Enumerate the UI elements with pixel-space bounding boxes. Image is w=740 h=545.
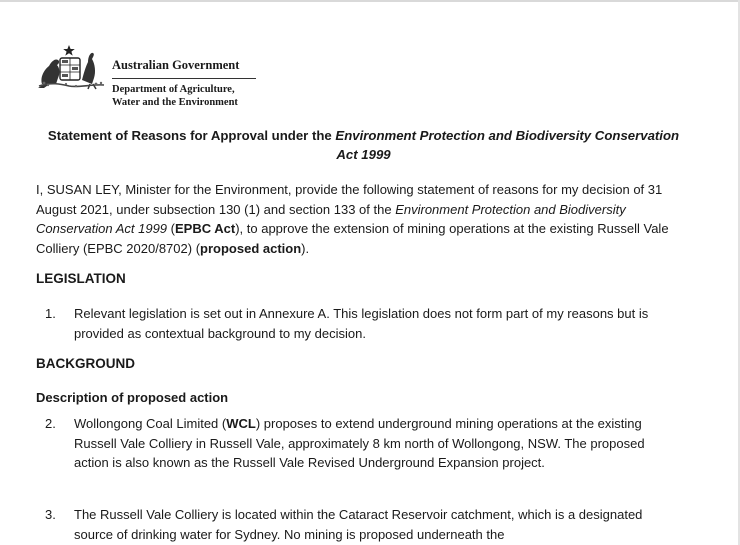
heading-description: Description of proposed action (36, 390, 229, 405)
government-name-block (112, 40, 256, 109)
item-number: 2. (45, 416, 56, 431)
item-text-part-2: ) proposes to extend underground mining operations at the existing Russell Vale Colliery in Russell Vale, approximately 8 km north of Wollongong, NSW. The proposed action is also known as the Russell Vale Revised Underground Expansion project. (74, 416, 645, 470)
intro-proposed-action: proposed action (200, 240, 302, 256)
item-text-wcl: WCL (226, 416, 256, 431)
item-text: Relevant legislation is set out in Annexure A. This legislation does not form part of my reasons but is provided as contextual background to my decision. (74, 306, 649, 341)
item-number: 1. (45, 306, 56, 321)
item-text: The Russell Vale Colliery is located within the Cataract Reservoir catchment, which is a designated source of drinking water for Sydney. No mining is proposed underneath the (74, 507, 643, 542)
title-act-name: Environment Protection and Biodiversity Conservation Act 1999 (335, 128, 680, 162)
page-top-edge (0, 0, 740, 2)
item-number: 3. (45, 507, 56, 522)
item-text (74, 414, 676, 473)
heading-background: BACKGROUND (36, 356, 135, 371)
intro-text-2: ( (167, 221, 175, 236)
intro-epbc-act: EPBC Act (175, 221, 236, 236)
department-line-1: Department of Agriculture, (112, 84, 235, 95)
intro-act-name: Environment Protection and Biodiversity Conservation Act 1999 (36, 201, 626, 236)
intro-text-4: ). (301, 240, 310, 256)
title-text: Statement of Reasons for Approval under the (47, 128, 336, 143)
department-line-2: Water and the Environment (112, 97, 238, 108)
item-text-part-1: Wollongong Coal Limited ( (74, 416, 227, 431)
list-item (36, 414, 676, 473)
intro-paragraph (36, 180, 676, 258)
document-header (36, 40, 296, 112)
document-title (36, 126, 691, 164)
government-name: Australian Government (112, 58, 240, 72)
intro-text-1: I, SUSAN LEY, Minister for the Environment, provide the following statement of reasons for my decision of 31 August 2021, under subsection 130 (1) and section 133 of the (36, 182, 663, 217)
header-rule (112, 78, 256, 79)
heading-legislation: LEGISLATION (36, 271, 126, 286)
intro-text-3: ), to approve the extension of mining operations at the existing Russell Vale Colliery (EPBC 2020/8702) ( (36, 221, 669, 256)
list-item (36, 505, 676, 544)
coat-of-arms-icon (36, 44, 108, 90)
list-item (36, 304, 676, 343)
